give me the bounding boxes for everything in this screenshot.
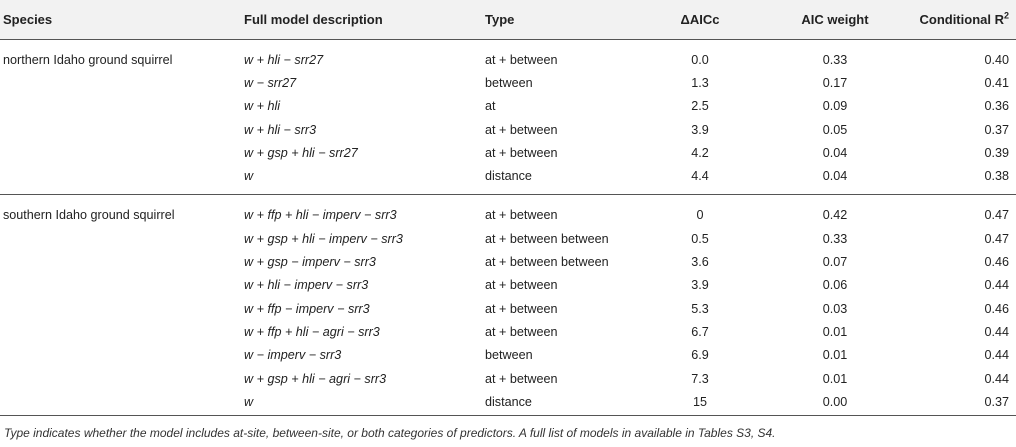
table-row xyxy=(0,274,1016,297)
table-body xyxy=(0,40,1016,416)
type-cell: at + between xyxy=(485,122,558,137)
table-row xyxy=(0,40,1016,72)
species-cell xyxy=(0,344,244,367)
header-species: Species xyxy=(0,0,244,40)
table-row xyxy=(0,367,1016,390)
r2-cell: 0.47 xyxy=(984,231,1009,246)
r2-cell: 0.36 xyxy=(984,99,1009,114)
species-cell xyxy=(0,71,244,94)
type-cell: at + between xyxy=(485,52,558,67)
species-cell xyxy=(0,141,244,164)
species-cell xyxy=(0,390,244,416)
model-cell: w + gsp − imperv − srr3 xyxy=(244,255,376,270)
species-cell xyxy=(0,95,244,118)
header-weight: AIC weight xyxy=(760,0,910,40)
daicc-cell: 1.3 xyxy=(691,75,709,90)
header-model: Full model description xyxy=(244,0,485,40)
weight-cell: 0.17 xyxy=(822,75,848,90)
weight-cell: 0.33 xyxy=(822,52,848,67)
weight-cell: 0.01 xyxy=(822,324,848,339)
table-row xyxy=(0,250,1016,273)
daicc-cell: 0.0 xyxy=(691,52,709,67)
r2-cell: 0.44 xyxy=(984,348,1009,363)
weight-cell: 0.01 xyxy=(822,371,848,386)
model-cell: w + gsp + hli − srr27 xyxy=(244,145,358,160)
table-row xyxy=(0,227,1016,250)
weight-cell: 0.01 xyxy=(822,348,848,363)
type-cell: at + between xyxy=(485,278,558,293)
model-cell: w − imperv − srr3 xyxy=(244,348,342,363)
r2-cell: 0.39 xyxy=(984,145,1009,160)
model-cell: w xyxy=(244,164,485,194)
header-type: Type xyxy=(485,0,640,40)
header-r2-label: Conditional R xyxy=(919,12,1004,27)
type-cell: at + between xyxy=(485,301,558,316)
table-row xyxy=(0,118,1016,141)
header-daicc: ΔAICc xyxy=(640,0,760,40)
species-cell xyxy=(0,367,244,390)
table-row xyxy=(0,194,1016,227)
type-cell: distance xyxy=(485,390,640,416)
weight-cell: 0.42 xyxy=(822,208,848,223)
table-row xyxy=(0,297,1016,320)
weight-cell: 0.09 xyxy=(822,99,848,114)
model-cell: w + ffp + hli − imperv − srr3 xyxy=(244,208,397,223)
type-cell: at + between between xyxy=(485,255,609,270)
weight-cell: 0.07 xyxy=(822,255,848,270)
table-row xyxy=(0,71,1016,94)
r2-cell: 0.40 xyxy=(984,52,1009,67)
model-cell: w + hli − srr3 xyxy=(244,122,317,137)
weight-cell: 0.05 xyxy=(822,122,848,137)
r2-cell: 0.38 xyxy=(910,164,1016,194)
type-cell: at + between between xyxy=(485,231,609,246)
daicc-cell: 0 xyxy=(696,208,704,223)
daicc-cell: 3.9 xyxy=(691,122,709,137)
daicc-cell: 5.3 xyxy=(691,301,709,316)
daicc-cell: 3.6 xyxy=(691,255,709,270)
type-cell: at + between xyxy=(485,145,558,160)
type-cell: distance xyxy=(485,164,640,194)
model-cell: w + gsp + hli − agri − srr3 xyxy=(244,371,387,386)
species-cell xyxy=(0,320,244,343)
r2-cell: 0.44 xyxy=(984,371,1009,386)
model-cell: w + hli xyxy=(244,99,281,114)
r2-cell: 0.37 xyxy=(984,122,1009,137)
daicc-cell: 4.4 xyxy=(640,164,760,194)
table-row xyxy=(0,164,1016,194)
type-cell: at + between xyxy=(485,208,558,223)
table-row xyxy=(0,344,1016,367)
header-r2 xyxy=(910,0,1016,40)
model-cell: w + hli − imperv − srr3 xyxy=(244,278,369,293)
type-cell: between xyxy=(485,75,533,90)
r2-cell: 0.46 xyxy=(984,301,1009,316)
species-cell: southern Idaho ground squirrel xyxy=(3,208,175,223)
weight-cell: 0.33 xyxy=(822,231,848,246)
r2-cell: 0.46 xyxy=(984,255,1009,270)
species-cell xyxy=(0,274,244,297)
model-cell: w + ffp − imperv − srr3 xyxy=(244,301,370,316)
type-cell: between xyxy=(485,348,533,363)
model-cell: w + ffp + hli − agri − srr3 xyxy=(244,324,380,339)
type-cell: at + between xyxy=(485,371,558,386)
species-cell xyxy=(0,297,244,320)
weight-cell: 0.00 xyxy=(760,390,910,416)
model-cell: w − srr27 xyxy=(244,75,297,90)
daicc-cell: 15 xyxy=(640,390,760,416)
species-cell xyxy=(0,118,244,141)
daicc-cell: 2.5 xyxy=(691,99,709,114)
table-footnote: Type indicates whether the model includes at-site, between-site, or both categories of predictors. A full list of models in available in Tables S3, S4. xyxy=(4,426,776,440)
type-cell: at xyxy=(485,99,496,114)
table-row xyxy=(0,141,1016,164)
type-cell: at + between xyxy=(485,324,558,339)
daicc-cell: 0.5 xyxy=(691,231,709,246)
daicc-cell: 6.9 xyxy=(691,348,709,363)
r2-cell: 0.44 xyxy=(984,278,1009,293)
r2-cell: 0.47 xyxy=(984,208,1009,223)
species-cell xyxy=(0,227,244,250)
table-row xyxy=(0,320,1016,343)
table-row xyxy=(0,390,1016,416)
weight-cell: 0.04 xyxy=(822,145,848,160)
species-cell xyxy=(0,250,244,273)
r2-cell: 0.37 xyxy=(910,390,1016,416)
weight-cell: 0.03 xyxy=(822,301,848,316)
species-cell xyxy=(0,164,244,194)
species-cell: northern Idaho ground squirrel xyxy=(3,52,173,67)
daicc-cell: 3.9 xyxy=(691,278,709,293)
model-cell: w xyxy=(244,390,485,416)
model-cell: w + gsp + hli − imperv − srr3 xyxy=(244,231,403,246)
r2-cell: 0.41 xyxy=(984,75,1009,90)
weight-cell: 0.04 xyxy=(760,164,910,194)
header-row xyxy=(0,0,1016,40)
table-row xyxy=(0,95,1016,118)
daicc-cell: 6.7 xyxy=(691,324,709,339)
daicc-cell: 4.2 xyxy=(691,145,709,160)
weight-cell: 0.06 xyxy=(822,278,848,293)
r2-cell: 0.44 xyxy=(984,324,1009,339)
model-cell: w + hli − srr27 xyxy=(244,52,324,67)
daicc-cell: 7.3 xyxy=(691,371,709,386)
header-r2-superscript: 2 xyxy=(1003,10,1009,21)
